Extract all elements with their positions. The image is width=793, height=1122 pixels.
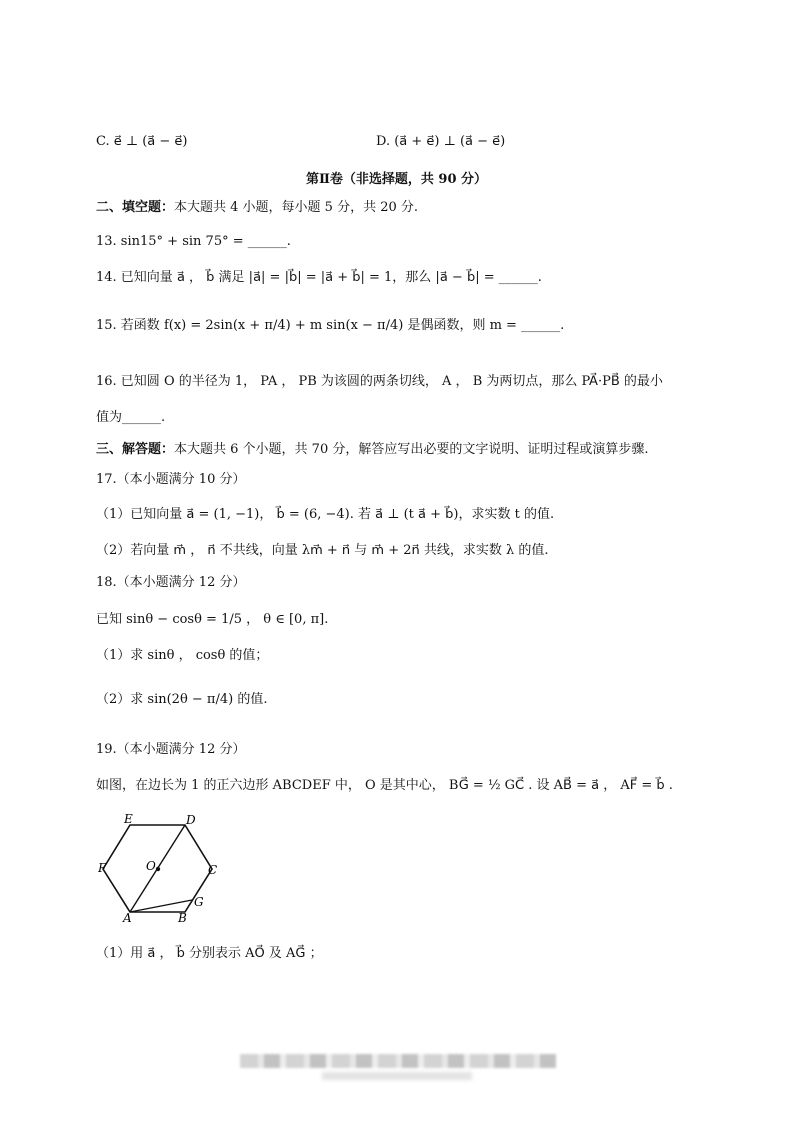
- question-16-cont: 值为______.: [96, 410, 166, 425]
- question-18-part-2: （2）求 sin(2θ − π/4) 的值.: [96, 692, 268, 707]
- label-d: D: [186, 814, 196, 827]
- question-16: 16. 已知圆 O 的半径为 1， PA ， PB 为该圆的两条切线， A ， B 为两切点，那么 PA⃗·PB⃗ 的最小: [96, 374, 663, 389]
- fill-in-header-label: 二、填空题：: [96, 200, 175, 215]
- solve-header-label: 三、解答题：: [96, 442, 175, 457]
- label-o: O: [146, 859, 156, 873]
- question-18: 18.（本小题满分 12 分）: [96, 575, 246, 590]
- option-c: C. e⃗ ⊥ (a⃗ − e⃗): [96, 134, 188, 149]
- label-g: G: [194, 895, 204, 909]
- question-17-part-2: （2）若向量 m⃗ ， n⃗ 不共线，向量 λm⃗ + n⃗ 与 m⃗ + 2n⃗ 共线，求实数 λ 的值.: [96, 543, 549, 558]
- question-15: 15. 若函数 f(x) = 2sin(x + π/4) + m sin(x − π/4) 是偶函数，则 m = ______.: [96, 318, 565, 333]
- label-b: B: [178, 911, 187, 924]
- label-c: C: [208, 863, 218, 877]
- solve-header-text: 本大题共 6 个小题，共 70 分，解答应写出必要的文字说明、证明过程或演算步骤.: [174, 442, 649, 457]
- question-19-text: 如图，在边长为 1 的正六边形 ABCDEF 中， O 是其中心， BG⃗ = ½ GC⃗ . 设 AB⃗ = a⃗ ， AF⃗ = b⃗ .: [96, 778, 673, 793]
- hexagon-figure: [98, 814, 228, 924]
- solve-header: [96, 440, 649, 460]
- section-title: 第Ⅱ卷（非选择题，共 90 分）: [305, 172, 488, 187]
- blurred-footer-watermark-line: [322, 1072, 472, 1080]
- question-18-given: 已知 sinθ − cosθ = 1/5 ， θ ∈ [0, π].: [96, 612, 329, 627]
- blurred-footer-watermark: [240, 1054, 556, 1068]
- question-17-part-1: （1）已知向量 a⃗ = (1, −1)， b⃗ = (6, −4). 若 a⃗ ⊥ (t a⃗ + b⃗)，求实数 t 的值.: [96, 507, 555, 522]
- question-14: 14. 已知向量 a⃗ ， b⃗ 满足 |a⃗| = |b⃗| = |a⃗ + b⃗| = 1，那么 |a⃗ − b⃗| = ______.: [96, 270, 542, 285]
- fill-in-header-text: 本大题共 4 小题，每小题 5 分，共 20 分.: [174, 200, 419, 215]
- fill-in-header: [96, 198, 418, 218]
- question-17: 17.（本小题满分 10 分）: [96, 472, 246, 487]
- question-19: 19.（本小题满分 12 分）: [96, 742, 246, 757]
- question-19-part-1: （1）用 a⃗ ， b⃗ 分别表示 AO⃗ 及 AG⃗ ；: [96, 946, 323, 961]
- center-point: [156, 867, 160, 871]
- question-13: 13. sin15° + sin 75° = ______.: [96, 234, 291, 249]
- option-d: D. (a⃗ + e⃗) ⊥ (a⃗ − e⃗): [376, 134, 506, 149]
- label-a: A: [123, 911, 132, 924]
- question-18-part-1: （1）求 sinθ ， cosθ 的值；: [96, 648, 269, 663]
- label-f: F: [98, 861, 107, 875]
- label-e: E: [124, 814, 133, 826]
